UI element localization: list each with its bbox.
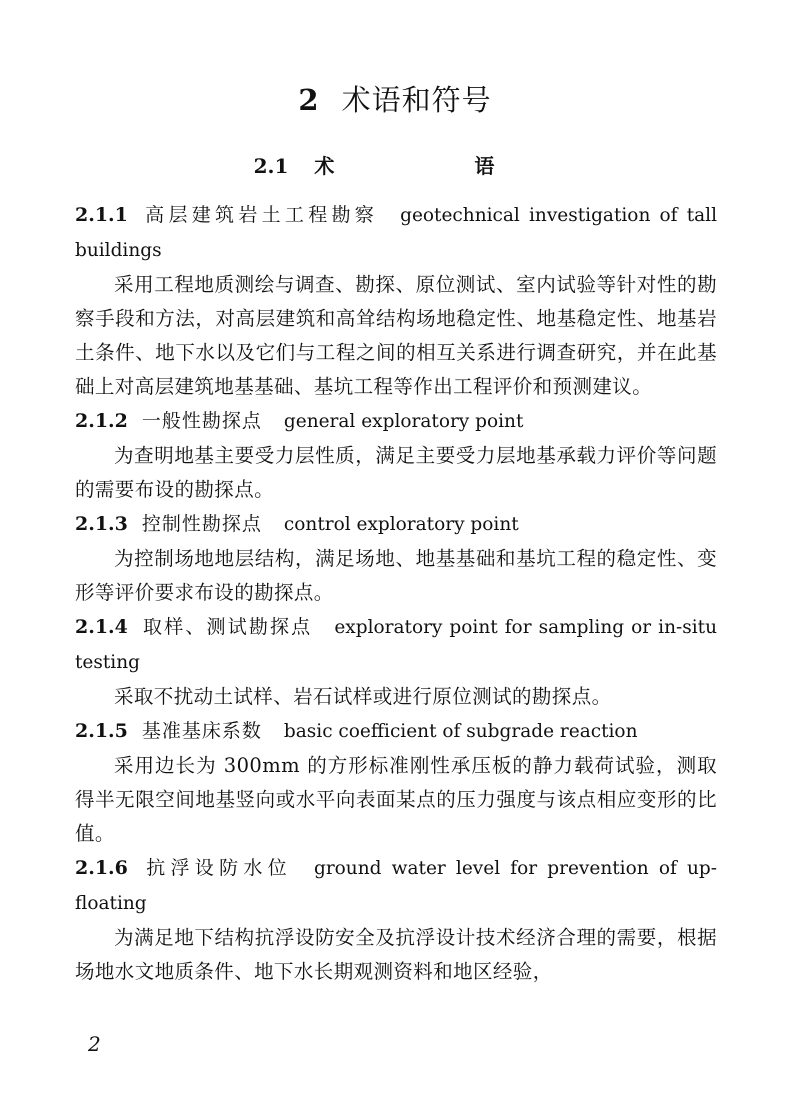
term-english: control exploratory point xyxy=(283,514,519,535)
section-title-text: 术 语 xyxy=(314,154,537,178)
term-number: 2.1.2 xyxy=(75,410,128,432)
term-definition: 为控制场地地层结构，满足场地、地基基础和基坑工程的稳定性、变形等评价要求布设的勘探点。 xyxy=(75,547,717,604)
term-number: 2.1.4 xyxy=(75,616,128,638)
term-entry xyxy=(75,851,717,989)
term-chinese: 抗浮设防水位 xyxy=(141,857,292,879)
term-number: 2.1.6 xyxy=(75,857,128,879)
term-english: basic coefficient of subgrade reaction xyxy=(283,721,638,742)
term-number: 2.1.3 xyxy=(75,513,128,535)
term-entry xyxy=(75,507,717,610)
term-english: ground water level for prevention of up-floating xyxy=(75,858,717,914)
term-english: exploratory point for sampling or in-situ testing xyxy=(75,617,717,673)
chapter-title xyxy=(0,82,790,118)
term-entry xyxy=(75,610,717,714)
term-definition: 采用工程地质测绘与调查、勘探、原位测试、室内试验等针对性的勘察手段和方法，对高层建筑和高耸结构场地稳定性、地基稳定性、地基岩土条件、地下水以及它们与工程之间的相互关系进行调查研究，并在此基础上对高层建筑地基基础、基坑工程等作出工程评价和预测建议。 xyxy=(75,273,717,398)
term-chinese: 控制性勘探点 xyxy=(141,513,262,535)
chapter-title-text: 术语和符号 xyxy=(341,83,492,117)
term-heading xyxy=(75,198,717,268)
term-heading xyxy=(75,851,717,921)
term-english: geotechnical investigation of tall buildings xyxy=(75,205,717,261)
term-heading xyxy=(75,610,717,680)
term-chinese: 基准基床系数 xyxy=(141,720,262,742)
term-definition: 为查明地基主要受力层性质，满足主要受力层地基承载力评价等问题的需要布设的勘探点。 xyxy=(75,444,717,501)
term-entry xyxy=(75,198,717,404)
term-chinese: 一般性勘探点 xyxy=(141,410,262,432)
term-heading xyxy=(75,507,717,542)
term-definition: 为满足地下结构抗浮设防安全及抗浮设计技术经济合理的需要，根据场地水文地质条件、地下水长期观测资料和地区经验， xyxy=(75,926,717,983)
chapter-number: 2 xyxy=(298,83,320,117)
term-chinese: 高层建筑岩土工程勘察 xyxy=(141,204,379,226)
term-heading xyxy=(75,404,717,439)
term-entry xyxy=(75,404,717,507)
term-english: general exploratory point xyxy=(283,411,524,432)
term-heading xyxy=(75,714,717,749)
term-entry xyxy=(75,714,717,851)
term-number: 2.1.1 xyxy=(75,204,128,226)
terms-list xyxy=(75,198,717,989)
page-number: 2 xyxy=(88,1032,101,1056)
term-definition: 采用边长为 300mm 的方形标准刚性承压板的静力载荷试验，测取得半无限空间地基竖向或水平向表面某点的压力强度与该点相应变形的比值。 xyxy=(75,754,717,845)
section-number: 2.1 xyxy=(253,154,289,178)
term-definition: 采取不扰动土试样、岩石试样或进行原位测试的勘探点。 xyxy=(114,685,612,708)
term-chinese: 取样、测试勘探点 xyxy=(141,616,313,638)
term-number: 2.1.5 xyxy=(75,720,128,742)
section-title xyxy=(0,152,790,180)
